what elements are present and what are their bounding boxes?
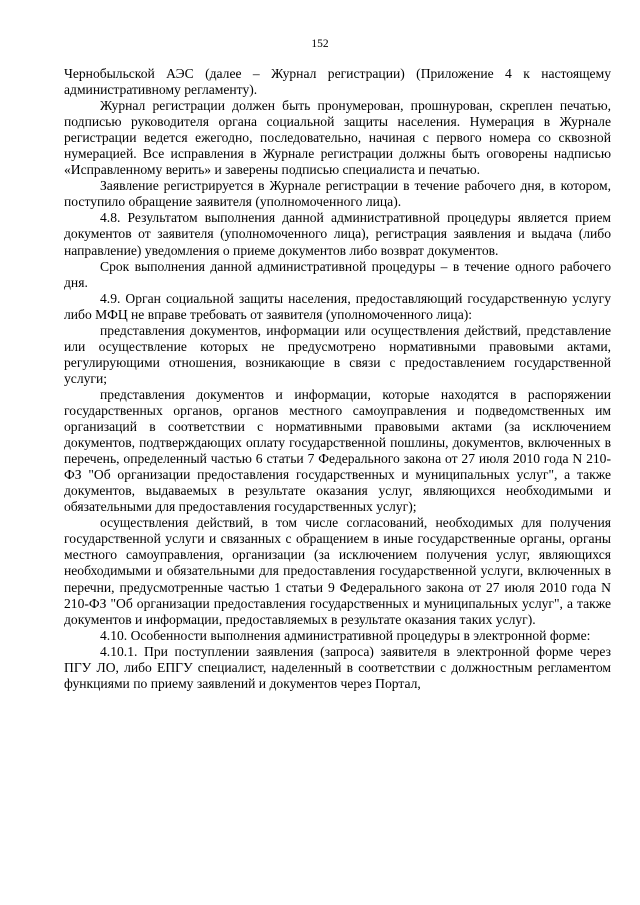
paragraph-registration-deadline: Заявление регистрируется в Журнале регистрации в течение рабочего дня, в котором, поступило обращение заявителя (уполномоченного лица). bbox=[64, 178, 611, 210]
list-item-documents-in-possession: представления документов и информации, которые находятся в распоряжении государственных органов, органов местного самоуправления и подведомственных им организаций в соответствии с нормативными правовыми актами (за исключением документов, подтверждающих оплату государственной пошлины, документов, включенных в перечень, определенный частью 6 статьи 7 Федерального закона от 27 июля 2010 года N 210-ФЗ "Об организации предоставления государственных и муниципальных услуг", а также документов, выдаваемых в результате оказания услуг, являющихся необходимыми и обязательными для предоставления государственных услуг); bbox=[64, 386, 611, 515]
paragraph-journal-continuation: Чернобыльской АЭС (далее – Журнал регистрации) (Приложение 4 к настоящему административному регламенту). bbox=[64, 66, 611, 98]
list-item-documents-not-required: представления документов, информации или осуществления действий, представление или осуществление которых не предусмотрено нормативными правовыми актами, регулирующими отношения, возникающие в связи с предоставлением государственной услуги; bbox=[64, 322, 611, 386]
paragraph-4-8-result: 4.8. Результатом выполнения данной административной процедуры является прием документов от заявителя (уполномоченного лица), регистрация заявления и выдача (либо направление) уведомления о приеме документов либо возврат документов. bbox=[64, 210, 611, 258]
document-body bbox=[64, 66, 611, 692]
list-item-actions-approvals: осуществления действий, в том числе согласований, необходимых для получения государственной услуги и связанных с обращением в иные государственные органы, органы местного самоуправления, организации (за исключением получения услуг, являющихся необходимыми и обязательными для предоставления государственной услуги, включенных в перечни, предусмотренные частью 1 статьи 9 Федерального закона от 27 июля 2010 года N 210-ФЗ "Об организации предоставления государственных и муниципальных услуг", а также документов и информации, предоставляемых в результате оказания таких услуг). bbox=[64, 515, 611, 627]
paragraph-4-10-electronic-form: 4.10. Особенности выполнения административной процедуры в электронной форме: bbox=[100, 627, 591, 643]
paragraph-journal-requirements: Журнал регистрации должен быть пронумерован, прошнурован, скреплен печатью, подписью руководителя органа социальной защиты населения. Нумерация в Журнале регистрации ведется ежегодно, последовательно, начиная с первого номера со сквозной нумерацией. Все исправления в Журнале регистрации должны быть оговорены надписью «Исправленному верить» и заверены подписью специалиста и печатью. bbox=[64, 98, 611, 178]
paragraph-4-10-1-portal-receipt: 4.10.1. При поступлении заявления (запроса) заявителя в электронной форме через ПГУ ЛО, либо ЕПГУ специалист, наделенный в соответствии с должностным регламентом функциями по приему заявлений и документов через Портал, bbox=[64, 643, 611, 691]
paragraph-4-9-prohibitions: 4.9. Орган социальной защиты населения, предоставляющий государственную услугу либо МФЦ не вправе требовать от заявителя (уполномоченного лица): bbox=[64, 290, 611, 322]
page-number: 152 bbox=[311, 38, 329, 50]
paragraph-procedure-term: Срок выполнения данной административной процедуры – в течение одного рабочего дня. bbox=[64, 258, 611, 290]
